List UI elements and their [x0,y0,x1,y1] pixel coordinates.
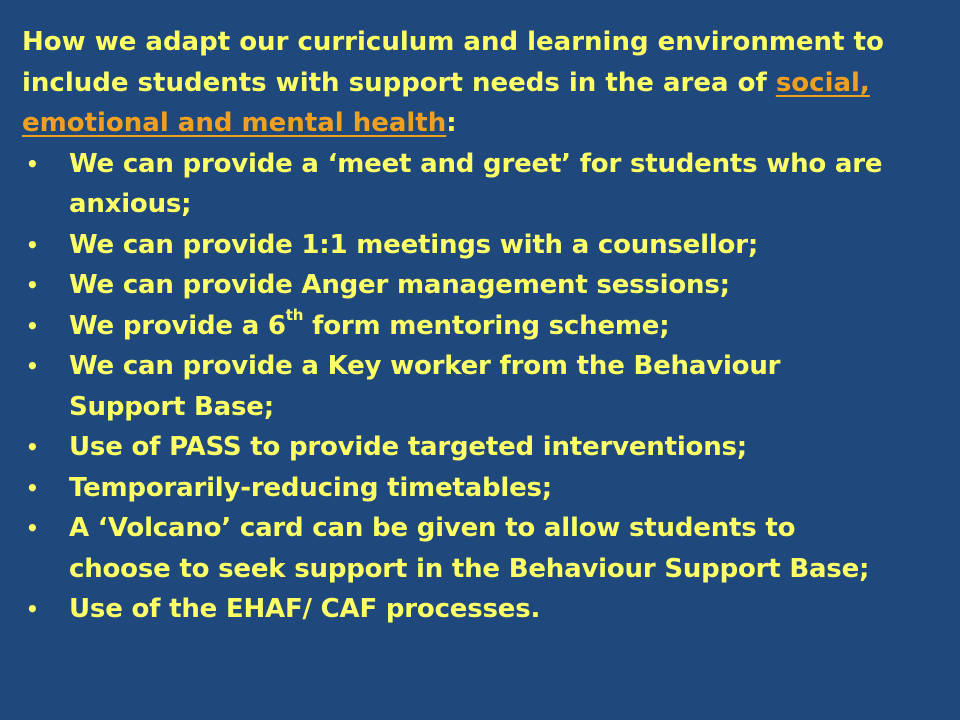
list-item-text-line-2: anxious; [69,189,192,219]
bullet-icon: • [26,516,39,540]
list-item [22,265,942,306]
link-social[interactable]: social, [775,67,870,98]
list-item-text-line-1: We can provide a Key worker from the Behaviour [69,351,781,381]
list-item-text-end: form mentoring scheme; [303,310,670,341]
list-item-text-line-1: We can provide a ‘meet and greet’ for students who are [69,148,883,179]
list-item [22,508,942,589]
list-item [22,589,942,630]
slide-content [22,22,942,630]
list-item-text-line-1: A ‘Volcano’ card can be given to allow students to [69,513,796,543]
list-item [22,144,942,225]
bullet-icon: • [26,151,39,176]
list-item-text: Use of PASS to provide targeted interventions; [69,432,747,462]
heading-line-2: include students with support needs in the area of [22,67,776,98]
list-item [22,346,942,427]
bullet-icon: • [26,435,39,459]
list-item-text: Temporarily-reducing timetables; [69,472,552,503]
list-item-text-start: We provide a 6 [69,310,286,341]
list-item [22,306,942,347]
list-item-text [69,305,670,341]
ordinal-superscript: th [285,305,304,324]
slide-heading [22,22,942,144]
link-emotional-mental-health[interactable]: emotional and mental health [22,108,447,138]
heading-line-1: How we adapt our curriculum and learning environment to [22,27,884,57]
list-item-text: Use of the EHAF/ CAF processes. [69,594,541,624]
support-list [22,144,942,630]
bullet-icon: • [26,313,39,338]
list-item [22,468,942,509]
heading-colon: : [446,108,457,138]
list-item [22,225,942,266]
list-item-text-line-2: Support Base; [69,391,274,422]
bullet-icon: • [26,273,39,297]
bullet-icon: • [26,354,39,378]
bullet-icon: • [26,597,39,621]
list-item-text: We can provide 1:1 meetings with a counsellor; [69,229,759,260]
bullet-icon: • [26,475,39,500]
bullet-icon: • [26,232,39,257]
list-item-text: We can provide Anger management sessions; [69,270,730,300]
list-item [22,427,942,468]
list-item-text-line-2: choose to seek support in the Behaviour Support Base; [69,553,870,584]
